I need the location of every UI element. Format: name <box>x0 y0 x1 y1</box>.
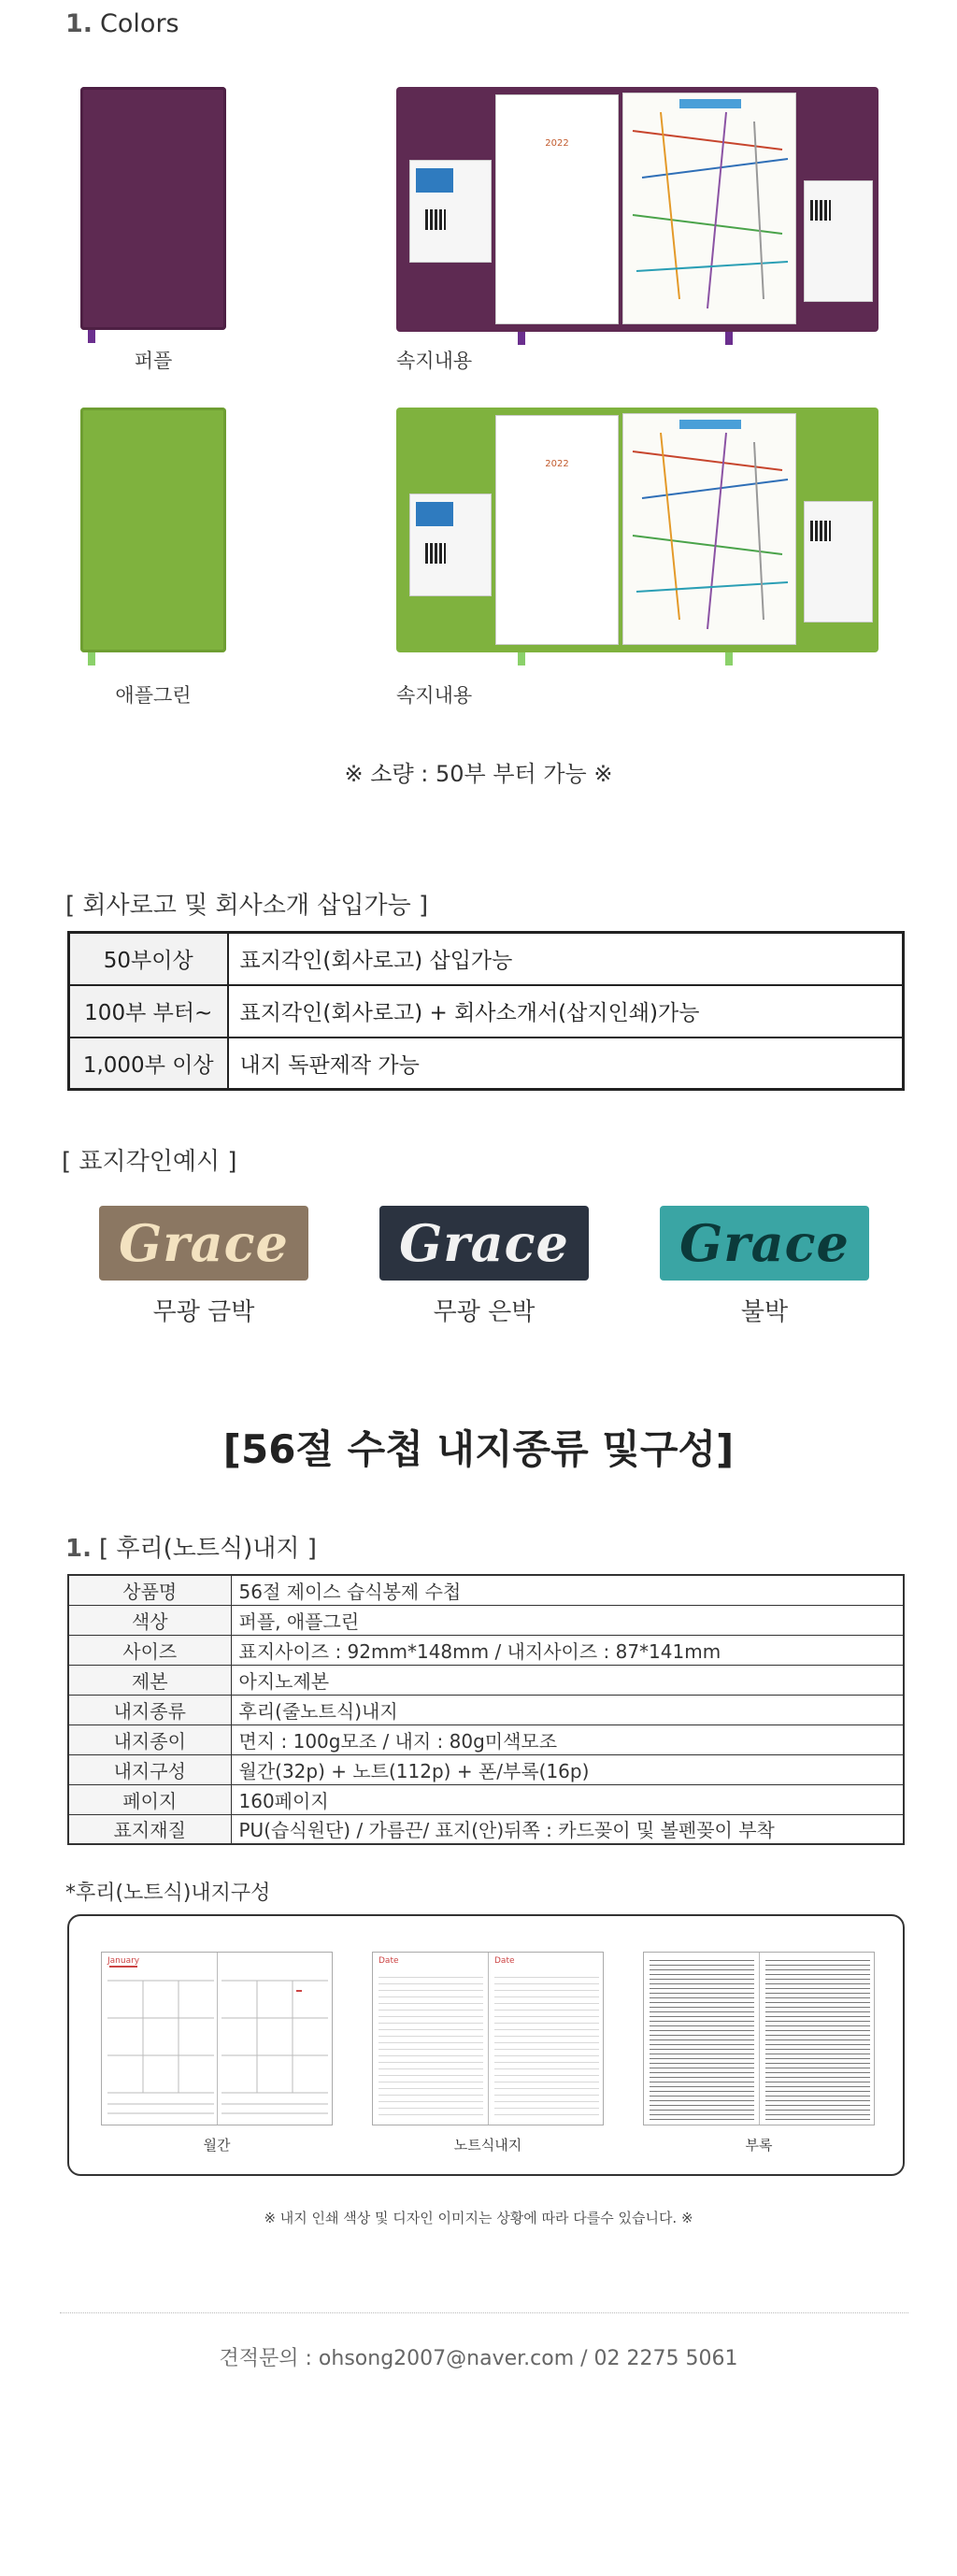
green-cover-label: 애플그린 <box>115 684 192 707</box>
spec-table <box>67 1574 905 1845</box>
colors-section-title <box>65 9 179 38</box>
spec-value: 면지 : 100g모조 / 내지 : 80g미색모조 <box>231 1724 904 1754</box>
desc-cell: 내지 독판제작 가능 <box>228 1038 904 1090</box>
desc-cell: 표지각인(회사로고) 삽입가능 <box>228 933 904 985</box>
date-label-right: Date <box>494 1956 515 1966</box>
spec-key: 표지재질 <box>68 1814 231 1844</box>
section-title-text: [ 후리(노트식)내지 ] <box>98 1535 317 1563</box>
ribbon <box>725 652 733 665</box>
silver-foil-example <box>379 1206 589 1281</box>
emboss-word: Grace <box>679 1213 850 1273</box>
purple-cover-image <box>80 87 226 330</box>
green-cover-image <box>80 408 226 652</box>
logo-section-title: [ 회사로고 및 회사소개 삽입가능 ] <box>65 892 429 920</box>
appendix-text-block <box>765 1958 870 2121</box>
spec-value: 표지사이즈 : 92mm*148mm / 내지사이즈 : 87*141mm <box>231 1635 904 1665</box>
gold-foil-example <box>99 1206 308 1281</box>
spec-value: 후리(줄노트식)내지 <box>231 1695 904 1724</box>
appendix-text-block <box>650 1958 754 2121</box>
spec-key: 사이즈 <box>68 1635 231 1665</box>
spec-value: 56절 제이스 습식봉제 수첩 <box>231 1575 904 1605</box>
note-spread-image <box>372 1952 604 2125</box>
spec-value: 월간(32p) + 노트(112p) + 폰/부록(16p) <box>231 1754 904 1784</box>
print-color-note: ※ 내지 인쇄 색상 및 디자인 이미지는 상황에 따라 다를수 있습니다. ※ <box>264 2210 693 2226</box>
table-row <box>68 1784 904 1814</box>
spec-key: 내지구성 <box>68 1754 231 1784</box>
qr-code-icon <box>810 521 831 541</box>
purple-cover-label: 퍼플 <box>134 350 173 372</box>
section-title-text: Colors <box>100 9 179 38</box>
blind-emboss-example <box>660 1206 869 1281</box>
ribbon <box>88 652 95 665</box>
spec-value: 퍼플, 애플그린 <box>231 1605 904 1635</box>
qr-code-icon <box>425 543 446 564</box>
qr-code-icon <box>425 209 446 230</box>
spec-section-title <box>65 1529 317 1564</box>
table-row <box>68 1695 904 1724</box>
planner-year: 2022 <box>545 459 569 469</box>
purple-inner-image <box>396 87 878 332</box>
section-number: 1. <box>65 9 93 38</box>
appendix-spread-label: 부록 <box>745 2137 773 2154</box>
spec-key: 내지종이 <box>68 1724 231 1754</box>
spec-key: 제본 <box>68 1665 231 1695</box>
purple-inner-label: 속지내용 <box>396 350 473 372</box>
note-spread-label: 노트식내지 <box>453 2137 522 2154</box>
table-row <box>68 1814 904 1844</box>
subway-map-icon <box>623 414 797 646</box>
desc-cell: 표지각인(회사로고) + 회사소개서(삽지인쇄)가능 <box>228 985 904 1038</box>
logo-options-table <box>67 931 905 1091</box>
green-inner-image <box>396 408 878 652</box>
spec-key: 색상 <box>68 1605 231 1635</box>
table-row <box>68 1724 904 1754</box>
table-row <box>69 933 904 985</box>
ruled-lines <box>494 1971 599 2121</box>
silver-foil-label: 무광 은박 <box>433 1298 536 1326</box>
spec-value: 160페이지 <box>231 1784 904 1814</box>
emboss-word: Grace <box>399 1213 569 1273</box>
table-row <box>68 1575 904 1605</box>
qty-cell: 1,000부 이상 <box>69 1038 228 1090</box>
spec-value: 아지노제본 <box>231 1665 904 1695</box>
planner-year: 2022 <box>545 138 569 149</box>
qr-code-icon <box>810 200 831 221</box>
monthly-spread-image <box>101 1952 333 2125</box>
inner-section-title: *후리(노트식)내지구성 <box>65 1882 271 1905</box>
qty-cell: 100부 부터~ <box>69 985 228 1038</box>
ribbon <box>88 330 95 343</box>
emboss-word: Grace <box>119 1213 289 1273</box>
spec-key: 상품명 <box>68 1575 231 1605</box>
gold-foil-label: 무광 금박 <box>152 1298 255 1326</box>
table-row <box>68 1605 904 1635</box>
table-row <box>69 985 904 1038</box>
divider <box>60 2312 908 2313</box>
month-name: January <box>107 1956 140 1966</box>
contact-info: 견적문의 : ohsong2007@naver.com / 02 2275 5061 <box>219 2347 738 2370</box>
ribbon <box>725 332 733 345</box>
subway-map-icon <box>623 93 797 325</box>
quantity-note: ※ 소량 : 50부 부터 가능 ※ <box>344 761 613 787</box>
appendix-spread-image <box>643 1952 875 2125</box>
inner-composition-box <box>67 1914 905 2176</box>
qty-cell: 50부이상 <box>69 933 228 985</box>
table-row <box>68 1635 904 1665</box>
spec-value: PU(습식원단) / 가름끈/ 표지(안)뒤쪽 : 카드꽂이 및 볼펜꽂이 부착 <box>231 1814 904 1844</box>
ruled-lines <box>379 1971 483 2121</box>
section-number: 1. <box>65 1535 92 1563</box>
table-row <box>68 1665 904 1695</box>
spec-key: 페이지 <box>68 1784 231 1814</box>
calendar-grid-icon <box>102 1953 334 2126</box>
ribbon <box>518 332 525 345</box>
monthly-spread-label: 월간 <box>203 2137 231 2154</box>
green-inner-label: 속지내용 <box>396 684 473 707</box>
emboss-section-title: [ 표지각인예시 ] <box>62 1148 237 1176</box>
ribbon <box>518 652 525 665</box>
main-heading: [56절 수첩 내지종류 및구성] <box>222 1426 735 1472</box>
table-row <box>69 1038 904 1090</box>
spec-key: 내지종류 <box>68 1695 231 1724</box>
date-label-left: Date <box>379 1956 399 1966</box>
blind-emboss-label: 불박 <box>740 1298 789 1326</box>
table-row <box>68 1754 904 1784</box>
